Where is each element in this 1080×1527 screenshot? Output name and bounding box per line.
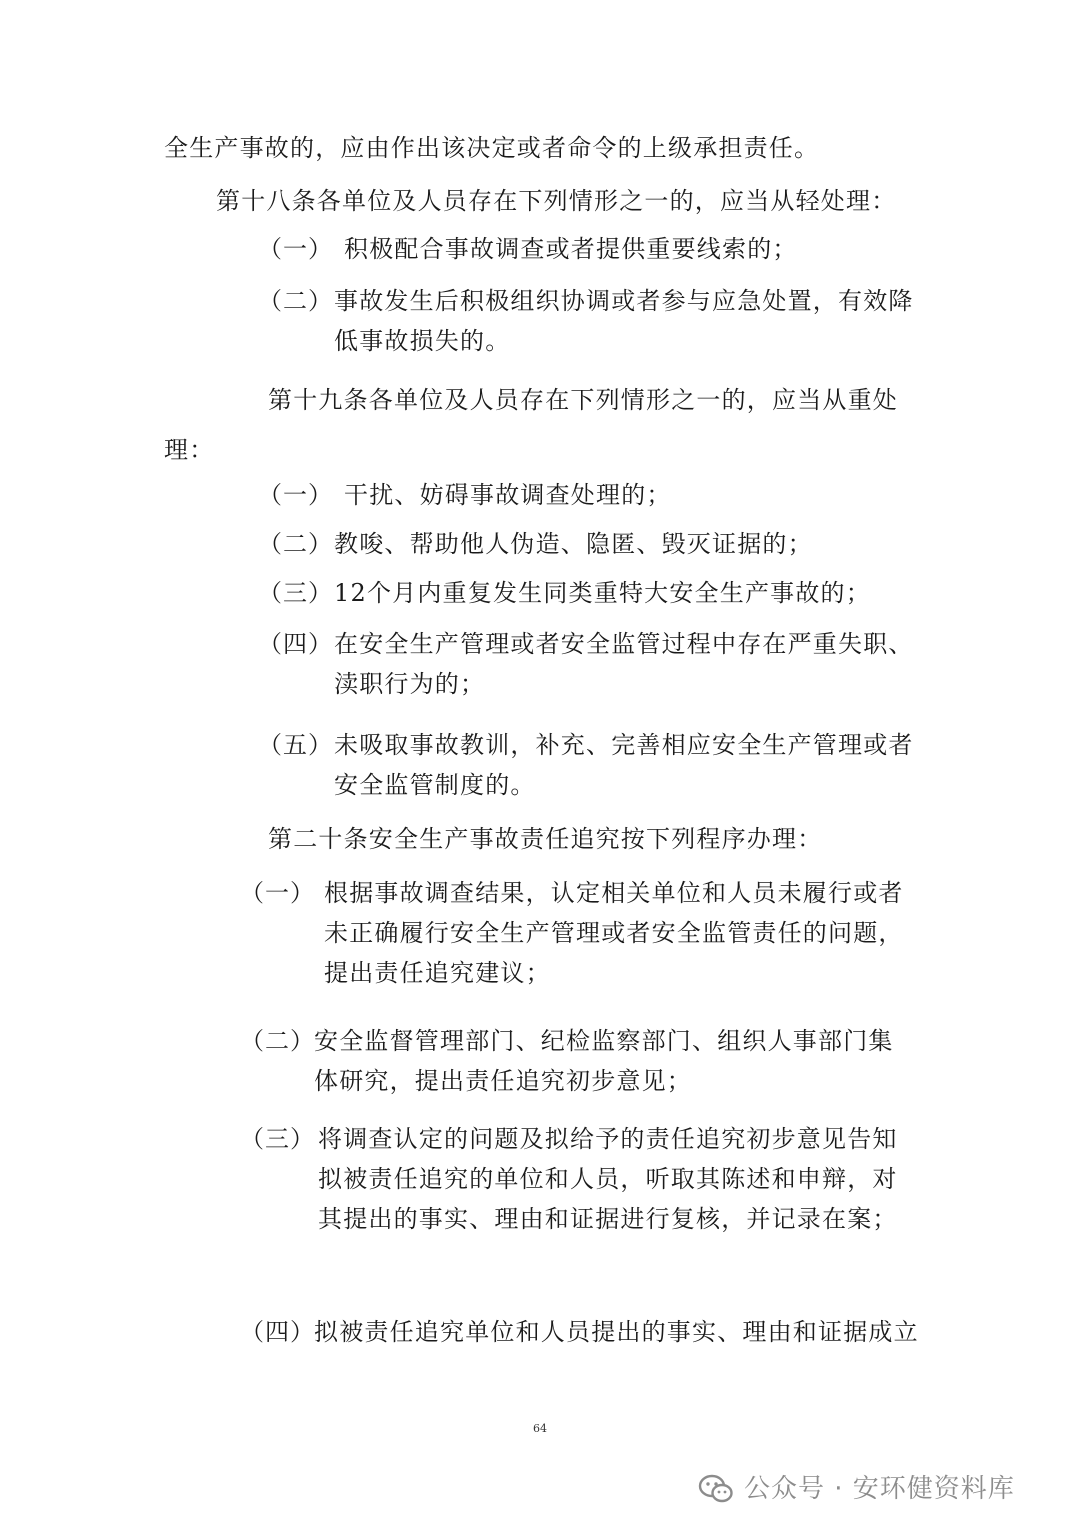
item-marker: （四）: [258, 630, 333, 658]
item-marker: （二）: [240, 1027, 315, 1055]
paragraph-continuation: 全生产事故的，应由作出该决定或者命令的上级承担责任。: [164, 134, 820, 162]
item-text: 干扰、妨碍事故调查处理的；: [344, 481, 672, 509]
article-19-title-cont: 理：: [164, 436, 215, 464]
article-20-title: 第二十条安全生产事故责任追究按下列程序办理：: [268, 825, 823, 853]
article-18-title: 第十八条各单位及人员存在下列情形之一的，应当从轻处理：: [216, 187, 897, 215]
item-text: 教唆、帮助他人伪造、隐匿、毁灭证据的；: [334, 530, 813, 558]
item-text: 拟被责任追究单位和人员提出的事实、理由和证据成立: [314, 1318, 919, 1346]
item-marker: （三）: [240, 1125, 315, 1153]
item-marker: （四）: [240, 1318, 315, 1346]
item-marker: （一）: [258, 481, 333, 509]
wechat-icon: [698, 1474, 734, 1504]
page-number: 64: [533, 1422, 547, 1435]
article-19-title: 第十九条各单位及人员存在下列情形之一的，应当从重处: [268, 386, 898, 414]
item-marker: （五）: [258, 731, 333, 759]
item-marker: （二）: [258, 530, 333, 558]
item-text: 事故发生后积极组织协调或者参与应急处置，有效降低事故损失的。: [334, 287, 914, 355]
item-text: 12个月内重复发生同类重特大安全生产事故的；: [334, 579, 871, 607]
item-text: 在安全生产管理或者安全监管过程中存在严重失职、渎职行为的；: [334, 630, 914, 698]
watermark: [698, 1472, 1015, 1506]
item-text: 未吸取事故教训，补充、完善相应安全生产管理或者安全监管制度的。: [334, 731, 914, 799]
item-text: 根据事故调查结果，认定相关单位和人员未履行或者未正确履行安全生产管理或者安全监管责任的问题，提出责任追究建议；: [324, 879, 904, 987]
item-marker: （一）: [240, 879, 315, 907]
item-marker: （二）: [258, 287, 333, 315]
item-text: 安全监督管理部门、纪检监察部门、组织人事部门集体研究，提出责任追究初步意见；: [314, 1027, 894, 1095]
watermark-text: 公众号 · 安环健资料库: [744, 1474, 1015, 1504]
item-marker: （一）: [258, 235, 333, 263]
item-text: 将调查认定的问题及拟给予的责任追究初步意见告知拟被责任追究的单位和人员，听取其陈述和申辩，对其提出的事实、理由和证据进行复核，并记录在案；: [318, 1125, 898, 1233]
item-marker: （三）: [258, 579, 333, 607]
item-text: 积极配合事故调查或者提供重要线索的；: [344, 235, 798, 263]
